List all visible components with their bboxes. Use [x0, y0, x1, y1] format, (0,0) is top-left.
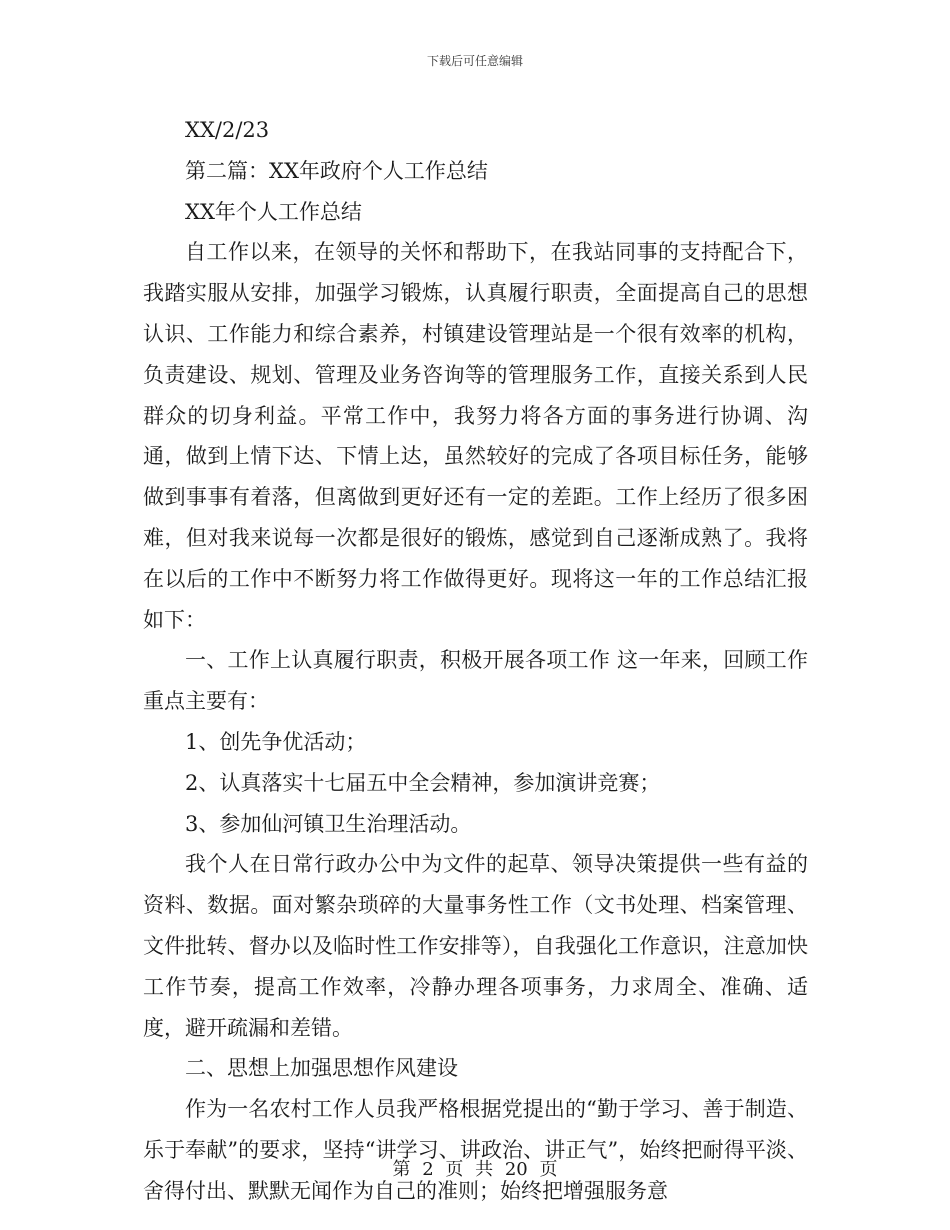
document-title: XX年个人工作总结 — [185, 199, 362, 224]
paragraph: 一、工作上认真履行职责，积极开展各项工作 这一年来，回顾工作重点主要有： — [143, 648, 808, 714]
paragraph: 作为一名农村工作人员我严格根据党提出的“勤于学习、善于制造、乐于奉献”的要求，坚持“讲学习、讲政治、讲正气”，始终把耐得平淡、舍得付出、默默无闻作为自己的准则；始终把增强服务意 — [143, 1097, 808, 1203]
section-heading: 二、思想上加强思想作风建设 — [185, 1056, 458, 1081]
list-item: 3、参加仙河镇卫生治理活动。 — [185, 811, 472, 836]
paragraph: 自工作以来，在领导的关怀和帮助下，在我站同事的支持配合下，我踏实服从安排，加强学习锻炼，认真履行职责，全面提高自己的思想认识、工作能力和综合素养，村镇建设管理站是一个很有效率的机构，负责建设、规划、管理及业务咨询等的管理服务工作，直接关系到人民群众的切身利益。平常工作中，我努力将各方面的事务进行协调、沟通，做到上情下达、下情上达，虽然较好的完成了各项目标任务，能够做到事事有着落，但离做到更好还有一定的差距。工作上经历了很多困难，但对我来说每一次都是很好的锻炼，感觉到自己逐渐成熟了。我将在以后的工作中不断努力将工作做得更好。现将这一年的工作总结汇报如下： — [143, 240, 808, 632]
paragraph: 我个人在日常行政办公中为文件的起草、领导决策提供一些有益的资料、数据。面对繁杂琐碎的大量事务性工作（文书处理、档案管理、文件批转、督办以及临时性工作安排等），自我强化工作意识，注意加快工作节奏，提高工作效率，冷静办理各项事务，力求周全、准确、适度，避开疏漏和差错。 — [143, 852, 808, 1040]
date-line: XX/2/23 — [185, 118, 270, 142]
list-item: 2、认真落实十七届五中全会精神，参加演讲竞赛； — [185, 770, 661, 795]
document-body — [143, 110, 808, 1212]
section-title: 第二篇：XX年政府个人工作总结 — [185, 158, 488, 183]
page-footer: 第 2 页 共 20 页 — [392, 1159, 558, 1180]
page-header: 下载后可任意编辑 — [426, 54, 523, 68]
list-item: 1、创先争优活动； — [185, 729, 367, 754]
